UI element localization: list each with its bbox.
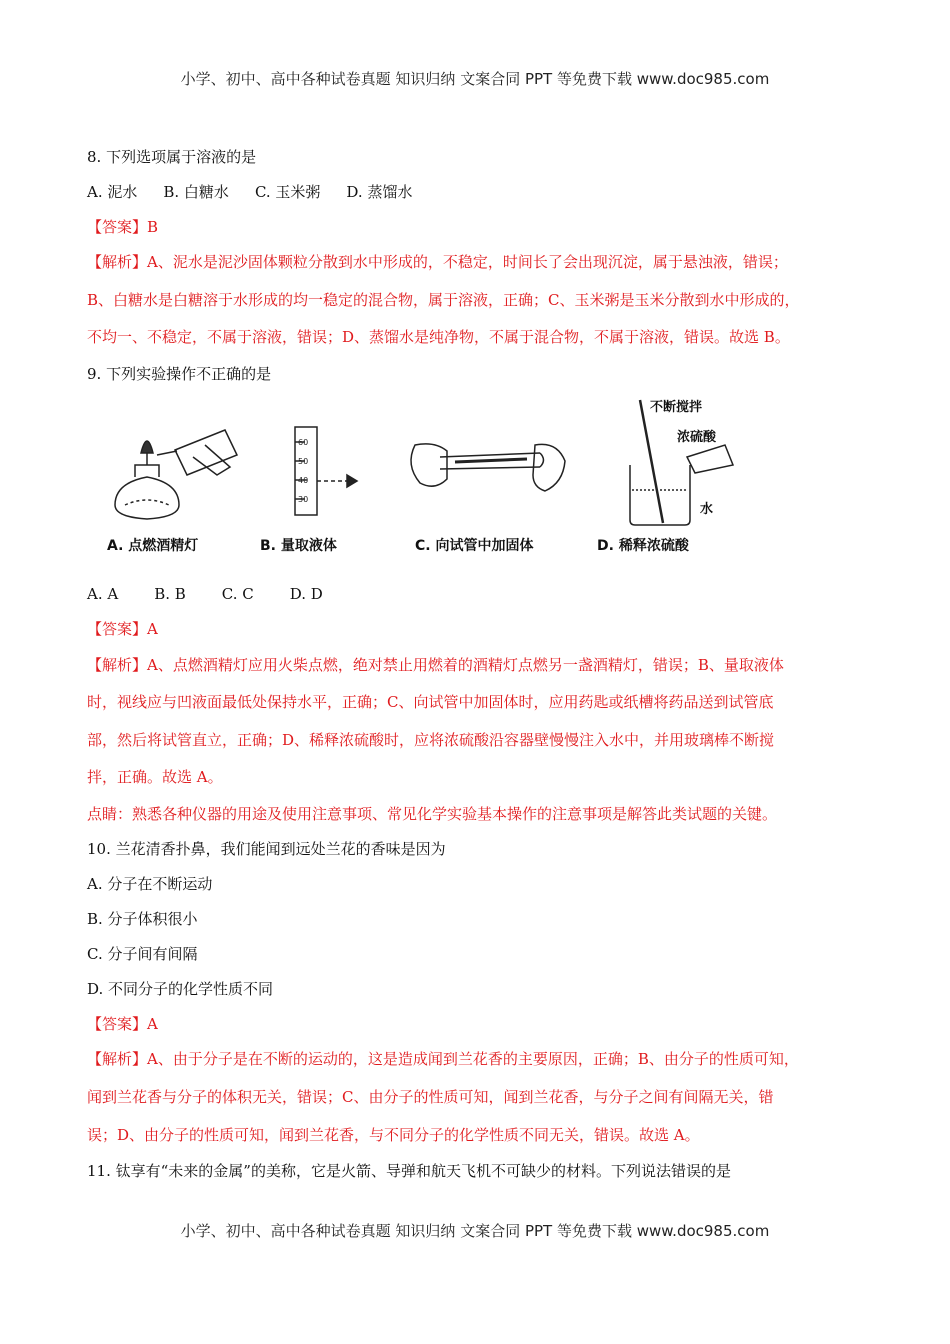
q9-options	[87, 583, 359, 605]
q9-option-a: A. A	[87, 585, 119, 603]
q9-option-d: D. D	[289, 585, 323, 603]
page-header: 小学、初中、高中各种试卷真题 知识归纳 文案合同 PPT 等免费下载 www.doc985.com	[180, 70, 770, 88]
label-stir: 不断搅拌	[650, 400, 703, 415]
q8-option-b: B. 白糖水	[163, 183, 229, 201]
q11-question: 11. 钛享有“未来的金属”的美称，它是火箭、导弹和航天飞机不可缺少的材料。下列说法错误的是	[87, 1162, 731, 1180]
q8-analysis-line: 不均一、不稳定，不属于溶液，错误；D、蒸馏水是纯净物，不属于混合物，不属于溶液，错误。故选 B。	[87, 328, 790, 346]
q10-option-c: C. 分子间有间隔	[87, 945, 198, 963]
q9-option-c: C. C	[221, 585, 254, 603]
q8-analysis-line: B、白糖水是白糖溶于水形成的均一稳定的混合物，属于溶液，正确；C、玉米粥是玉米分散到水中形成的，	[87, 291, 800, 309]
q9-question: 9. 下列实验操作不正确的是	[87, 365, 272, 383]
q8-answer: 【答案】B	[87, 218, 159, 236]
q8-option-c: C. 玉米粥	[254, 183, 321, 201]
page-footer: 小学、初中、高中各种试卷真题 知识归纳 文案合同 PPT 等免费下载 www.doc985.com	[180, 1222, 770, 1240]
caption-a: A. 点燃酒精灯	[107, 538, 199, 554]
q10-analysis-line: 【解析】A、由于分子是在不断的运动的，这是造成闻到兰花香的主要原因，正确；B、由分子的性质可知，	[87, 1050, 799, 1068]
q10-option-d: D. 不同分子的化学性质不同	[87, 980, 274, 998]
q10-answer: 【答案】A	[87, 1015, 158, 1033]
q9-answer: 【答案】A	[87, 620, 158, 638]
q9-figure	[95, 395, 855, 565]
q8-question: 8. 下列选项属于溶液的是	[87, 148, 257, 166]
cylinder-tick-label: 30	[298, 495, 309, 504]
beaker-illustration	[630, 400, 733, 525]
test-tube-illustration	[411, 444, 565, 491]
alcohol-lamp-illustration	[115, 430, 237, 519]
caption-c: C. 向试管中加固体	[415, 538, 534, 554]
q9-analysis-line: 部，然后将试管直立，正确；D、稀释浓硫酸时，应将浓硫酸沿容器壁慢慢注入水中，并用玻璃棒不断搅	[87, 731, 775, 749]
label-sulfuric-acid: 浓硫酸	[677, 430, 717, 445]
caption-b: B. 量取液体	[260, 538, 337, 554]
q8-analysis-line: 【解析】A、泥水是泥沙固体颗粒分散到水中形成的，不稳定，时间长了会出现沉淀，属于悬浊液，错误；	[87, 253, 788, 271]
q10-analysis-line: 误；D、由分子的性质可知，闻到兰花香，与不同分子的化学性质不同无关，错误。故选 A。	[87, 1126, 700, 1144]
q8-option-d: D. 蒸馏水	[346, 183, 413, 201]
caption-d: D. 稀释浓硫酸	[597, 538, 689, 554]
q8-option-a: A. 泥水	[87, 183, 138, 201]
q10-option-b: B. 分子体积很小	[87, 910, 198, 928]
cylinder-tick-label: 60	[298, 438, 309, 447]
cylinder-tick-label: 40	[298, 476, 309, 485]
label-water: 水	[700, 502, 714, 517]
q9-analysis-line: 【解析】A、点燃酒精灯应用火柴点燃，绝对禁止用燃着的酒精灯点燃另一盏酒精灯，错误；B、量取液体	[87, 656, 784, 674]
cylinder-tick-label: 50	[298, 457, 309, 466]
q9-analysis-line: 拌，正确。故选 A。	[87, 768, 223, 786]
q9-option-b: B. B	[154, 585, 186, 603]
q9-tip: 点睛：熟悉各种仪器的用途及使用注意事项、常见化学实验基本操作的注意事项是解答此类试题的关键。	[87, 805, 778, 823]
q10-option-a: A. 分子在不断运动	[87, 875, 213, 893]
q10-analysis-line: 闻到兰花香与分子的体积无关，错误；C、由分子的性质可知，闻到兰花香，与分子之间有间隔无关，错	[87, 1088, 774, 1106]
q10-question: 10. 兰花清香扑鼻，我们能闻到远处兰花的香味是因为	[87, 840, 446, 858]
q9-analysis-line: 时，视线应与凹液面最低处保持水平，正确；C、向试管中加固体时，应用药匙或纸槽将药品送到试管底	[87, 693, 774, 711]
q8-options	[87, 181, 438, 203]
